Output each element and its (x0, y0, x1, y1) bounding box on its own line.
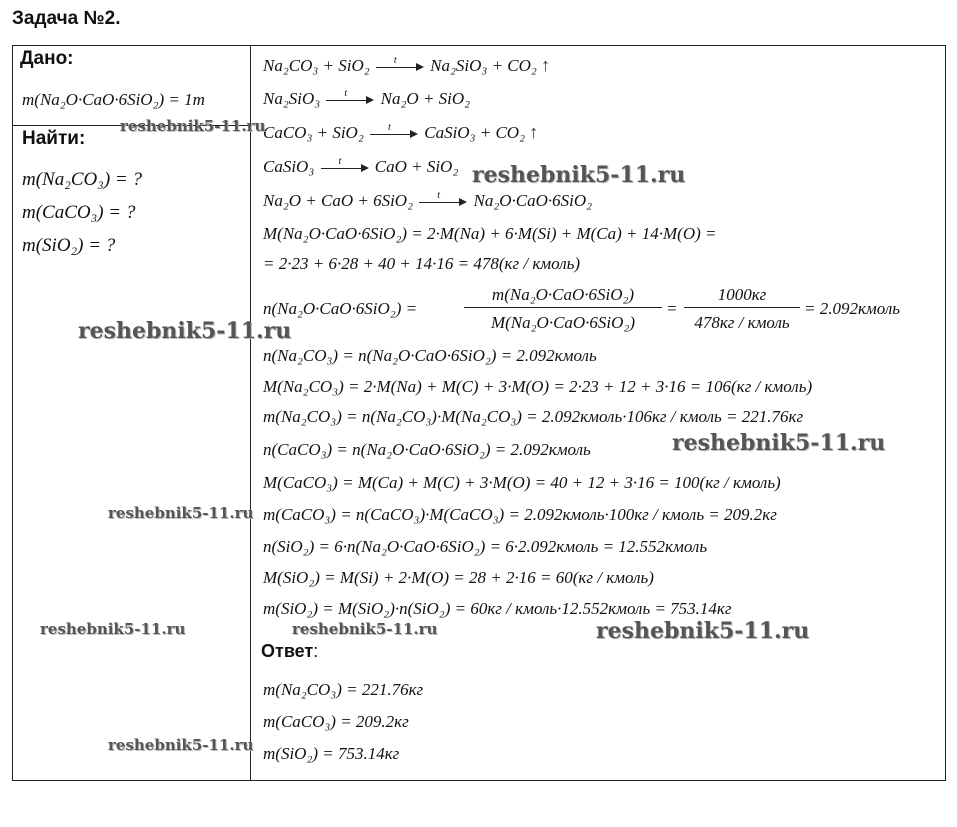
heat-arrow-icon (370, 122, 418, 139)
reaction-4-right: CaO + SiO₂ (374, 157, 459, 176)
find-item-caco3: m(CaCO₃) = ? (22, 202, 136, 223)
arrow-label: t (437, 190, 441, 202)
arrow-label: t (338, 156, 342, 168)
watermark: reshebnik5-11.ru (108, 504, 254, 522)
heat-arrow-icon (326, 88, 374, 105)
watermark: reshebnik5-11.ru (120, 117, 266, 135)
reaction-5-left: Na₂O + CaO + 6SiO₂ (263, 191, 413, 210)
answer-sio2: m(SiO₂) = 753.14кг (263, 744, 400, 763)
watermark: reshebnik5-11.ru (292, 620, 438, 638)
heat-arrow-icon (376, 55, 424, 72)
reaction-5-right: Na₂O·CaO·6SiO₂ (473, 191, 593, 210)
calc-molar-mass-caco3: M(CaCO₃) = M(Ca) + M(C) + 3·M(O) = 40 + 12 + 3·16 = 100(кг / кмоль) (263, 473, 781, 492)
calc-molar-mass-glass-value: = 2·23 + 6·28 + 40 + 14·16 = 478(кг / кмоль) (263, 254, 581, 273)
reaction-1 (263, 55, 550, 76)
reaction-4 (263, 157, 458, 177)
reaction-4-left: CaSiO₃ (263, 157, 315, 176)
answer-caco3: m(CaCO₃) = 209.2кг (263, 712, 409, 731)
calc-mass-caco3: m(CaCO₃) = n(CaCO₃)·M(CaCO₃) = 2.092кмоль·100кг / кмоль = 209.2кг (263, 505, 777, 524)
find-item-na2co3: m(Na₂CO₃) = ? (22, 169, 142, 190)
heat-arrow-icon (321, 156, 369, 173)
page-title: Задача №2. (12, 8, 121, 29)
calc-mass-na2co3: m(Na₂CO₃) = n(Na₂CO₃)·M(Na₂CO₃) = 2.092кмоль·106кг / кмоль = 221.76кг (263, 407, 804, 426)
given-item: m(Na₂O·CaO·6SiO₂) = 1т (22, 90, 205, 109)
fraction-bar-1 (464, 307, 662, 308)
fraction-denominator-1: M(Na₂O·CaO·6SiO₂) (490, 313, 636, 332)
calc-n-na2co3: n(Na₂CO₃) = n(Na₂O·CaO·6SiO₂) = 2.092кмоль (263, 346, 597, 365)
watermark: reshebnik5-11.ru (596, 618, 810, 644)
column-divider (250, 45, 251, 781)
fraction-denominator-2: 478кг / кмоль (694, 313, 790, 332)
reaction-1-left: Na₂CO₃ + SiO₂ (263, 56, 370, 75)
reaction-2 (263, 89, 470, 109)
reaction-5 (263, 191, 592, 211)
fraction-result: = 2.092кмоль (804, 299, 900, 318)
heat-arrow-icon (419, 190, 467, 207)
reaction-2-left: Na₂SiO₃ (263, 89, 321, 108)
watermark: reshebnik5-11.ru (472, 162, 686, 188)
watermark: reshebnik5-11.ru (40, 620, 186, 638)
fraction-equals: = (666, 299, 678, 318)
arrow-label: t (344, 88, 348, 100)
fraction-numerator-1: m(Na₂O·CaO·6SiO₂) (491, 285, 635, 304)
answer-label: Ответ (261, 641, 314, 661)
gas-up-arrow-icon: ↑ (529, 122, 539, 142)
reaction-1-right: Na₂SiO₃ + CO₂ (430, 56, 537, 75)
gas-up-arrow-icon: ↑ (541, 55, 551, 75)
reaction-3-left: CaCO₃ + SiO₂ (263, 123, 364, 142)
reaction-3 (263, 122, 538, 143)
calc-molar-mass-sio2: M(SiO₂) = M(Si) + 2·M(O) = 28 + 2·16 = 60(кг / кмоль) (263, 568, 654, 587)
reaction-3-right: CaSiO₃ + CO₂ (424, 123, 525, 142)
watermark: reshebnik5-11.ru (78, 318, 292, 344)
calc-n-glass-left: n(Na₂O·CaO·6SiO₂) = (263, 299, 418, 318)
answer-na2co3: m(Na₂CO₃) = 221.76кг (263, 680, 424, 699)
watermark: reshebnik5-11.ru (108, 736, 254, 754)
arrow-label: t (388, 122, 391, 134)
answer-colon: : (313, 641, 319, 661)
answer-heading (261, 641, 318, 662)
find-item-sio2: m(SiO₂) = ? (22, 235, 116, 256)
reaction-2-right: Na₂O + SiO₂ (380, 89, 471, 108)
calc-molar-mass-na2co3: M(Na₂CO₃) = 2·M(Na) + M(C) + 3·M(O) = 2·23 + 12 + 3·16 = 106(кг / кмоль) (263, 377, 813, 396)
fraction-numerator-2: 1000кг (717, 285, 767, 304)
given-heading: Дано: (20, 48, 74, 69)
watermark: reshebnik5-11.ru (672, 430, 886, 456)
calc-n-sio2: n(SiO₂) = 6·n(Na₂O·CaO·6SiO₂) = 6·2.092кмоль = 12.552кмоль (263, 537, 708, 556)
fraction-bar-2 (684, 307, 800, 308)
arrow-label: t (393, 55, 397, 67)
calc-mass-sio2: m(SiO₂) = M(SiO₂)·n(SiO₂) = 60кг / кмоль·12.552кмоль = 753.14кг (263, 599, 732, 618)
calc-molar-mass-glass: M(Na₂O·CaO·6SiO₂) = 2·M(Na) + 6·M(Si) + M(Ca) + 14·M(O) = (263, 224, 717, 243)
find-heading: Найти: (22, 128, 86, 149)
calc-n-caco3: n(CaCO₃) = n(Na₂O·CaO·6SiO₂) = 2.092кмоль (263, 440, 591, 459)
